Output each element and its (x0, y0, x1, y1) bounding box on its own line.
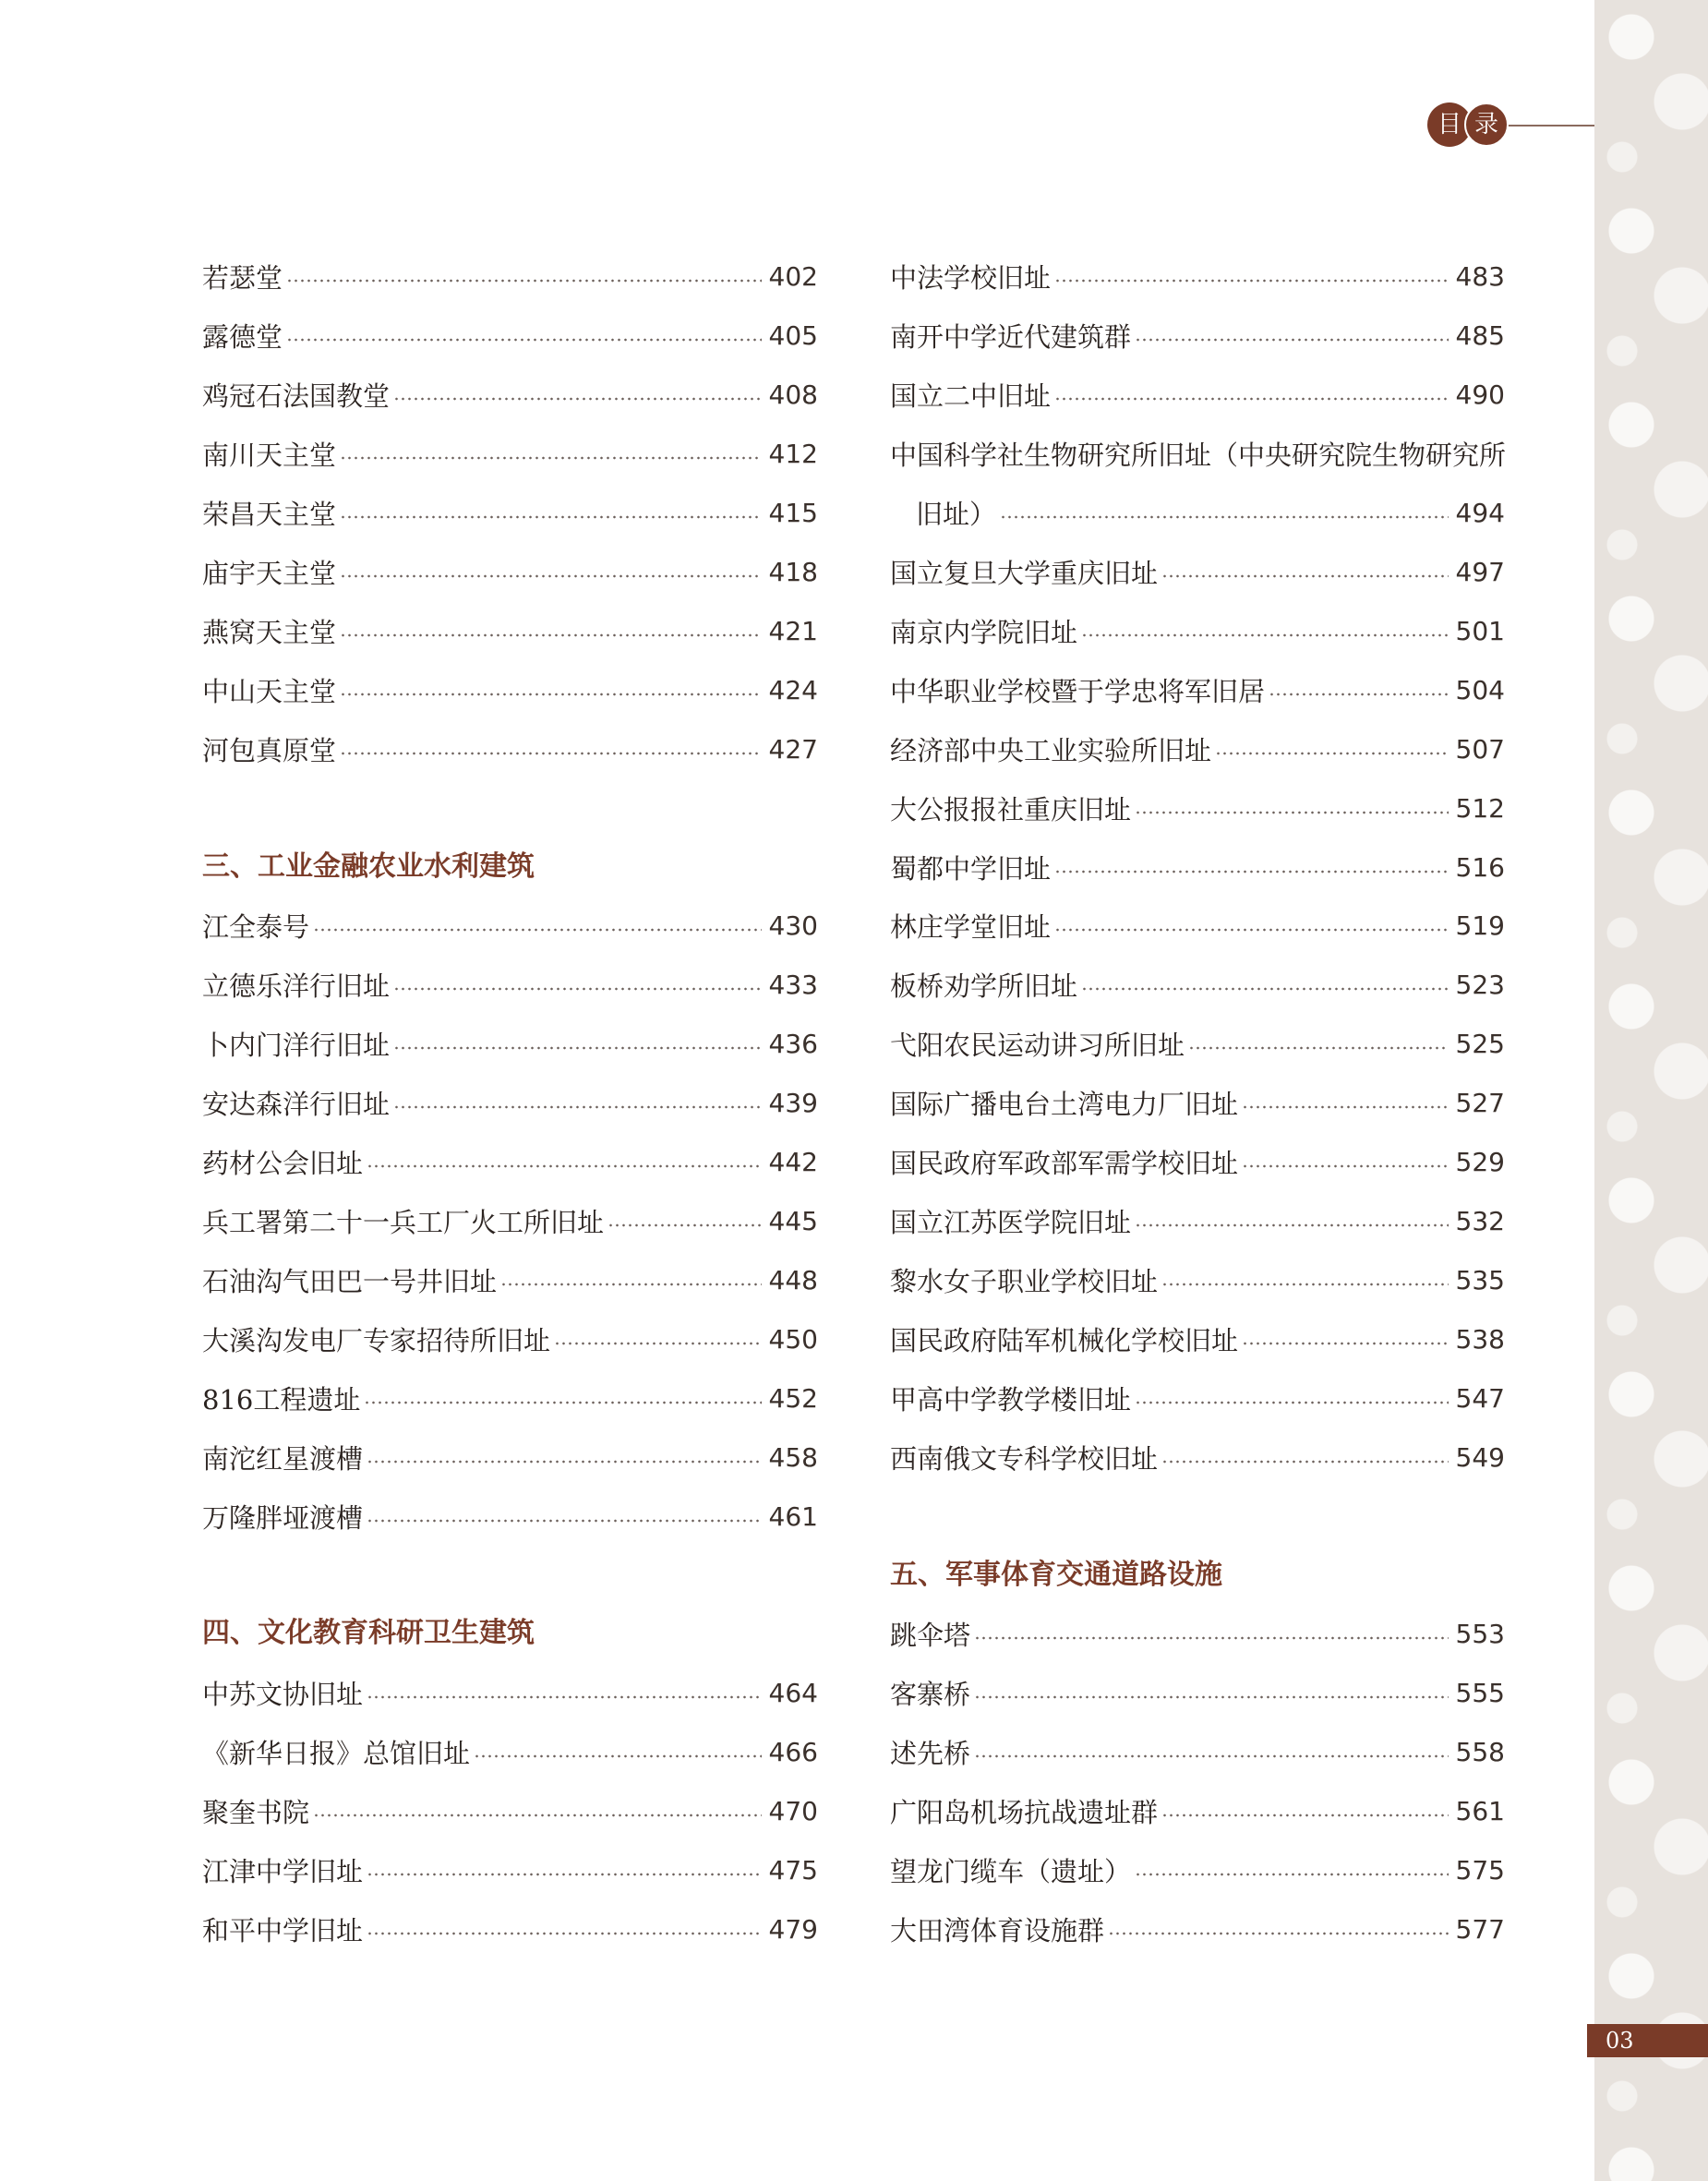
toc-entry[interactable]: 和平中学旧址 479 (202, 1913, 818, 1946)
toc-entry[interactable]: 国立江苏医学院旧址 532 (890, 1205, 1505, 1238)
toc-entry[interactable]: 国民政府军政部军需学校旧址 529 (890, 1146, 1505, 1179)
toc-entry[interactable]: 林庄学堂旧址 519 (890, 910, 1505, 943)
toc-entry[interactable]: 安达森洋行旧址 439 (202, 1087, 818, 1120)
section-heading-3: 三、工业金融农业水利建筑 (202, 850, 535, 883)
toc-entry[interactable]: 江津中学旧址 475 (202, 1854, 818, 1887)
toc-entry[interactable]: 露德堂 405 (202, 319, 818, 353)
toc-entry[interactable]: 广阳岛机场抗战遗址群 561 (890, 1795, 1505, 1828)
toc-entry[interactable]: 河包真原堂 427 (202, 733, 818, 766)
section-heading-5: 五、军事体育交通道路设施 (890, 1559, 1222, 1591)
toc-entry[interactable]: 国立复旦大学重庆旧址 497 (890, 556, 1505, 589)
toc-entry[interactable]: 药材公会旧址 442 (202, 1146, 818, 1179)
toc-entry[interactable]: 若瑟堂 402 (202, 260, 818, 294)
toc-entry[interactable]: 西南俄文专科学校旧址 549 (890, 1441, 1505, 1475)
toc-entry[interactable]: 客寨桥 555 (890, 1677, 1505, 1710)
toc-header (1427, 102, 1594, 149)
toc-entry[interactable]: 石油沟气田巴一号井旧址 448 (202, 1264, 818, 1297)
toc-entry-long-line1[interactable]: 中国科学社生物研究所旧址（中央研究院生物研究所 (890, 439, 1507, 471)
toc-entry[interactable]: 万隆胖垭渡槽 461 (202, 1500, 818, 1534)
toc-entry[interactable]: 816工程遗址 452 (202, 1382, 818, 1416)
toc-entry-long-line2[interactable]: 旧址） 494 (916, 497, 1505, 530)
toc-entry[interactable]: 黎水女子职业学校旧址 535 (890, 1264, 1505, 1297)
toc-entry[interactable]: 卜内门洋行旧址 436 (202, 1028, 818, 1061)
toc-entry[interactable]: 兵工署第二十一兵工厂火工所旧址 445 (202, 1205, 818, 1238)
header-rule (1501, 125, 1594, 127)
toc-entry[interactable]: 中苏文协旧址 464 (202, 1677, 818, 1710)
toc-entry[interactable]: 大公报报社重庆旧址 512 (890, 792, 1505, 825)
toc-entry[interactable]: 庙宇天主堂 418 (202, 556, 818, 589)
toc-entry[interactable]: 中法学校旧址 483 (890, 260, 1505, 294)
toc-entry[interactable]: 经济部中央工业实验所旧址 507 (890, 733, 1505, 766)
toc-entry[interactable]: 弋阳农民运动讲习所旧址 525 (890, 1028, 1505, 1061)
toc-entry[interactable]: 望龙门缆车（遗址） 575 (890, 1854, 1505, 1887)
toc-entry[interactable]: 南开中学近代建筑群 485 (890, 319, 1505, 353)
decorative-side-band (1594, 0, 1708, 2181)
toc-entry[interactable]: 南沱红星渡槽 458 (202, 1441, 818, 1475)
toc-entry[interactable]: 《新华日报》总馆旧址 466 (202, 1736, 818, 1769)
toc-entry[interactable]: 南川天主堂 412 (202, 438, 818, 471)
section-heading-4: 四、文化教育科研卫生建筑 (202, 1617, 535, 1649)
toc-entry[interactable]: 中山天主堂 424 (202, 674, 818, 707)
toc-entry[interactable]: 甲高中学教学楼旧址 547 (890, 1382, 1505, 1416)
toc-entry[interactable]: 荣昌天主堂 415 (202, 497, 818, 530)
page-number: 03 (1587, 2024, 1708, 2057)
toc-entry[interactable]: 鸡冠石法国教堂 408 (202, 379, 818, 412)
toc-entry[interactable]: 南京内学院旧址 501 (890, 615, 1505, 648)
toc-entry[interactable]: 大溪沟发电厂专家招待所旧址 450 (202, 1323, 818, 1356)
toc-entry[interactable]: 大田湾体育设施群 577 (890, 1913, 1505, 1946)
toc-entry[interactable]: 燕窝天主堂 421 (202, 615, 818, 648)
toc-entry[interactable]: 国立二中旧址 490 (890, 379, 1505, 412)
toc-entry[interactable]: 国际广播电台土湾电力厂旧址 527 (890, 1087, 1505, 1120)
toc-entry[interactable]: 江全泰号 430 (202, 910, 818, 943)
toc-entry[interactable]: 国民政府陆军机械化学校旧址 538 (890, 1323, 1505, 1356)
toc-entry[interactable]: 中华职业学校暨于学忠将军旧居 504 (890, 674, 1505, 707)
header-char-lu: 录 (1464, 102, 1509, 147)
toc-entry[interactable]: 聚奎书院 470 (202, 1795, 818, 1828)
toc-entry[interactable]: 立德乐洋行旧址 433 (202, 969, 818, 1002)
toc-entry[interactable]: 板桥劝学所旧址 523 (890, 969, 1505, 1002)
toc-entry[interactable]: 蜀都中学旧址 516 (890, 851, 1505, 885)
header-char-mu: 目 (1427, 102, 1472, 147)
toc-entry[interactable]: 跳伞塔 553 (890, 1618, 1505, 1651)
toc-entry[interactable]: 述先桥 558 (890, 1736, 1505, 1769)
